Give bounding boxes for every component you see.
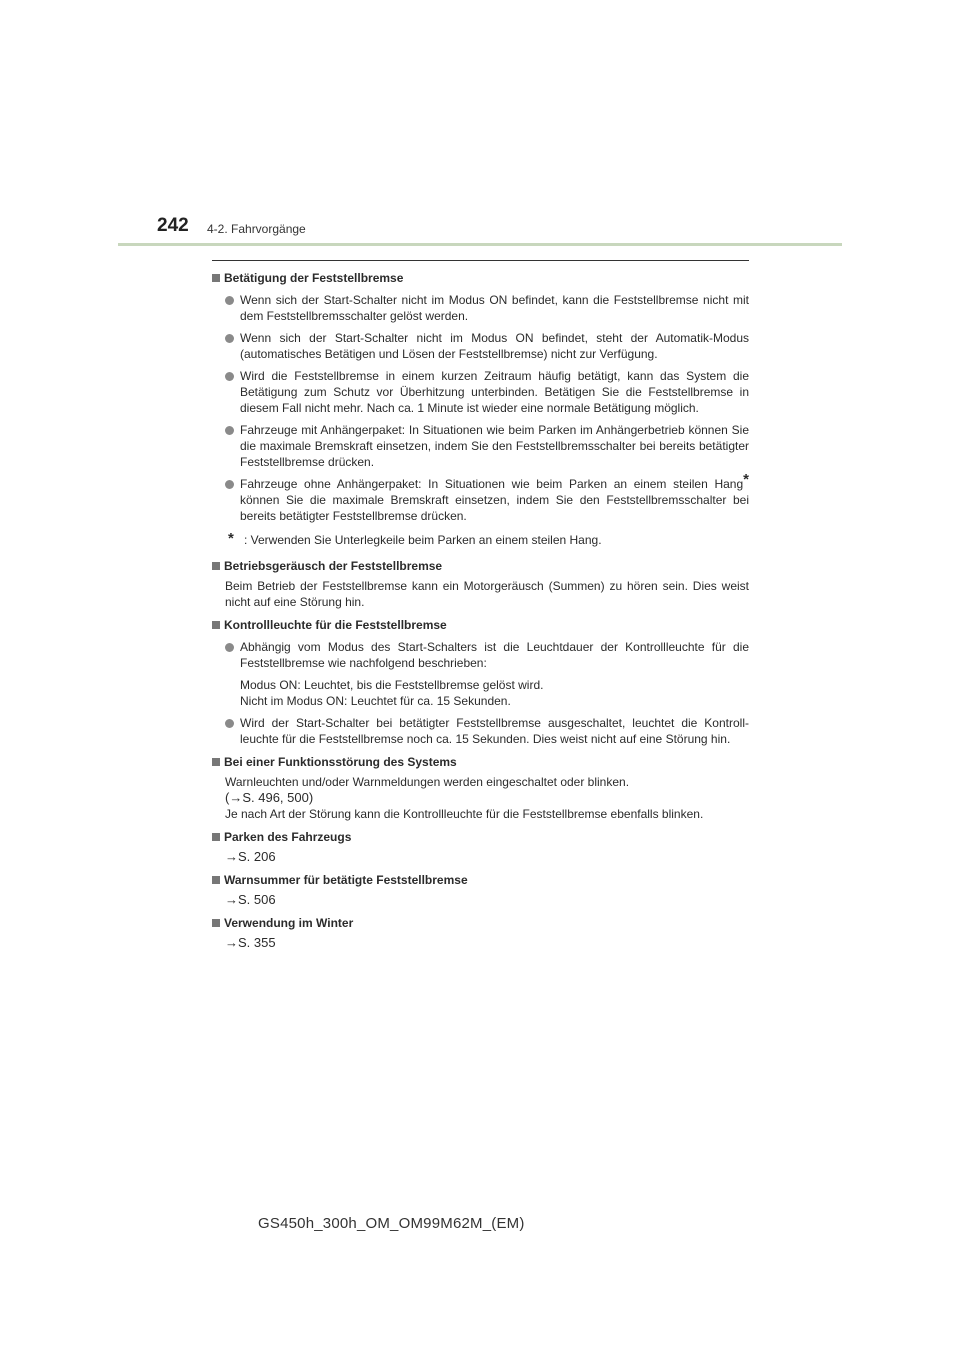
- sub-text: Modus ON: Leuchtet, bis die Feststellbremse gelöst wird. Nicht im Modus ON: Leuchtet für ca. 15 Sekunden.: [240, 678, 544, 708]
- page-number: 242: [157, 215, 189, 236]
- content-rule: [212, 260, 749, 261]
- circle-bullet-icon: [225, 719, 234, 728]
- square-bullet-icon: [212, 274, 220, 282]
- section-operation: [212, 270, 749, 548]
- circle-bullet-icon: [225, 480, 234, 489]
- bullet-item: Wird die Feststellbremse in einem kurzen Zeitraum häufig betätigt, kann das System die Betätigung zum Schutz vor Überhitzung unterbinden. Betätigen Sie die Feststellbremse in diesem Fall nicht mehr. Nach ca. 1 Minute ist wieder eine normale Betätigung möglich.: [212, 368, 749, 416]
- page-reference[interactable]: →S. 506: [225, 892, 276, 907]
- section-heading: Betriebsgeräusch der Feststellbremse: [212, 558, 749, 574]
- section-heading: Kontrollleuchte für die Feststellbremse: [212, 617, 749, 633]
- section-heading: Parken des Fahrzeugs: [212, 829, 749, 845]
- document-id: GS450h_300h_OM_OM99M62M_(EM): [258, 1215, 525, 1232]
- circle-bullet-icon: [225, 643, 234, 652]
- arrow-right-icon: →: [225, 935, 238, 950]
- square-bullet-icon: [212, 919, 220, 927]
- arrow-right-icon: →: [229, 790, 243, 805]
- square-bullet-icon: [212, 562, 220, 570]
- section-text: Beim Betrieb der Feststellbremse kann ein Motorgeräusch (Summen) zu hören sein. Dies weist nicht auf eine Störung hin.: [225, 579, 749, 609]
- section-winter: [212, 915, 749, 951]
- section-parking: [212, 829, 749, 865]
- section-heading: Verwendung im Winter: [212, 915, 749, 931]
- section-buzzer: [212, 872, 749, 908]
- bullet-item: Wird der Start-Schalter bei betätigter Feststellbremse ausgeschaltet, leuchtet die Kontroll-leuchte für die Feststellbremse noch ca. 15 Sekunden. Dies weist nicht auf eine Störung hin.: [212, 715, 749, 747]
- section-noise: [212, 558, 749, 610]
- section-malfunction: [212, 754, 749, 822]
- section-text: Warnleuchten und/oder Warnmeldungen werden eingeschaltet oder blinken. (→S. 496, 500) Je nach Art der Störung kann die Kontrollleuchte für die Feststellbremse ebenfalls blinken.: [225, 775, 704, 821]
- bullet-item: Wenn sich der Start-Schalter nicht im Modus ON befindet, kann die Feststellbremse nicht mit dem Feststellbremsschalter gelöst werden.: [212, 292, 749, 324]
- bullet-item: Fahrzeuge mit Anhängerpaket: In Situationen wie beim Parken im Anhängerbetrieb können Sie die maximale Bremskraft einsetzen, indem Sie den Feststellbremsschalter bei bereits betätigter Feststellbremse drücken.: [212, 422, 749, 470]
- page-reference[interactable]: →S. 206: [225, 849, 276, 864]
- page-reference[interactable]: →S. 355: [225, 935, 276, 950]
- square-bullet-icon: [212, 833, 220, 841]
- bullet-item: Wenn sich der Start-Schalter nicht im Modus ON befindet, steht der Automatik-Modus (automatisches Betätigen und Lösen der Feststellbremse) nicht zur Verfügung.: [212, 330, 749, 362]
- circle-bullet-icon: [225, 372, 234, 381]
- circle-bullet-icon: [225, 426, 234, 435]
- bullet-item: Fahrzeuge ohne Anhängerpaket: In Situationen wie beim Parken an einem steilen Hang* können Sie die maximale Bremskraft einsetzen, indem Sie den Feststellbremsschalter bei bereits betätigter Feststellbremse drücken.: [212, 476, 749, 524]
- bullet-item: Abhängig vom Modus des Start-Schalters ist die Leuchtdauer der Kontrollleuchte für die Feststellbremse wie nachfolgend beschrieben:: [212, 639, 749, 671]
- section-heading: Warnsummer für betätigte Feststellbremse: [212, 872, 749, 888]
- circle-bullet-icon: [225, 296, 234, 305]
- circle-bullet-icon: [225, 334, 234, 343]
- arrow-right-icon: →: [225, 892, 238, 907]
- chapter-title: 4-2. Fahrvorgänge: [207, 222, 306, 236]
- square-bullet-icon: [212, 876, 220, 884]
- section-indicator: [212, 617, 749, 747]
- arrow-right-icon: →: [225, 849, 238, 864]
- square-bullet-icon: [212, 621, 220, 629]
- section-heading: Bei einer Funktionsstörung des Systems: [212, 754, 749, 770]
- square-bullet-icon: [212, 758, 220, 766]
- section-heading: Betätigung der Feststellbremse: [212, 270, 749, 286]
- footnote: * : Verwenden Sie Unterlegkeile beim Parken an einem steilen Hang.: [228, 530, 602, 547]
- content: [212, 270, 749, 951]
- footnote-star: *: [228, 530, 234, 547]
- footnote-marker: *: [743, 471, 749, 488]
- header-rule: [118, 243, 842, 246]
